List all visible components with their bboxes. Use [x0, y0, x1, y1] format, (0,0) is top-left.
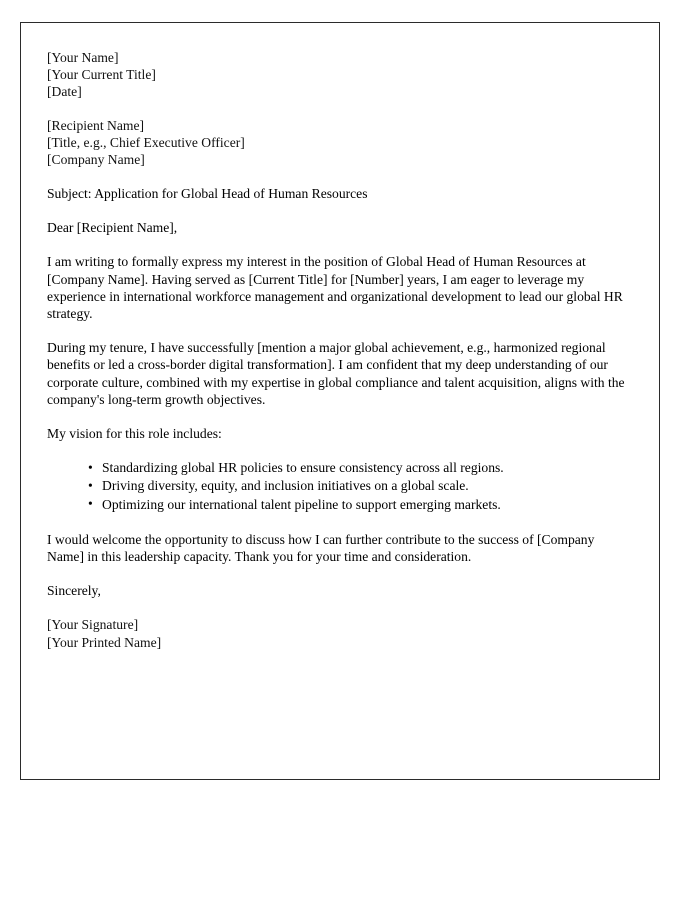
signature-block [47, 616, 632, 651]
recipient-company: [Company Name] [47, 152, 145, 167]
recipient-title: [Title, e.g., Chief Executive Officer] [47, 135, 245, 150]
list-item: • Driving diversity, equity, and inclusion initiatives on a global scale. [88, 477, 632, 495]
recipient-address-block [47, 117, 632, 168]
recipient-name: [Recipient Name] [47, 118, 145, 133]
list-item: • Standardizing global HR policies to ensure consistency across all regions. [88, 459, 632, 477]
sender-title: [Your Current Title] [47, 67, 156, 82]
paragraph-intro: I am writing to formally express my interest in the position of Global Head of Human Resources at [Company Name]. Having served as [Current Title] for [Number] years, I am eager to leverage my experience in international workforce management and organizational development to lead our global HR strategy. [47, 254, 623, 322]
letter-page [20, 22, 660, 780]
paragraph-experience: During my tenure, I have successfully [mention a major global achievement, e.g., harmonized regional benefits or led a cross-border digital transformation]. I am confident that my deep understanding of our corporate culture, combined with my expertise in global compliance and talent acquisition, aligns with the company's long-term growth objectives. [47, 340, 625, 407]
paragraph-closing: I would welcome the opportunity to discuss how I can further contribute to the success of [Company Name] in this leadership capacity. Thank you for your time and consideration. [47, 531, 595, 565]
signature-placeholder: [Your Signature] [47, 617, 139, 633]
letter-body [21, 23, 659, 652]
list-item: • Optimizing our international talent pipeline to support emerging markets. [88, 496, 632, 514]
printed-name-placeholder: [Your Printed Name] [47, 635, 162, 651]
vision-lead-in: My vision for this role includes: [47, 426, 222, 442]
salutation: Dear [Recipient Name], [47, 220, 178, 236]
vision-list [47, 459, 632, 514]
sender-address-block [47, 49, 632, 100]
subject-line: Subject: Application for Global Head of Human Resources [47, 186, 368, 201]
sender-name: [Your Name] [47, 50, 119, 65]
letter-date: [Date] [47, 84, 82, 99]
valediction: Sincerely, [47, 583, 101, 599]
